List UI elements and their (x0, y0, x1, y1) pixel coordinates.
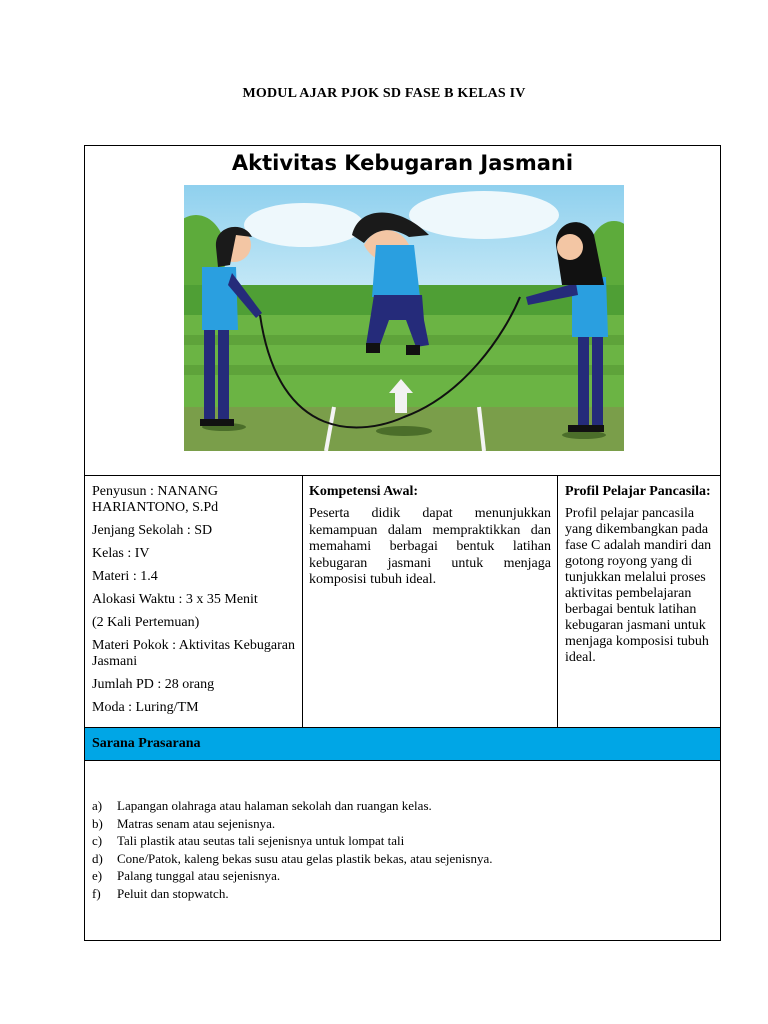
profil-body: Profil pelajar pancasila yang dikembangkan pada fase C adalah mandiri dan gotong royong yang di tunjukkan melalui proses aktivitas pembelajaran berbagai bentuk latihan kebugaran jasmani untuk menjaga komposisi tubuh ideal. (565, 506, 712, 665)
profil-heading: Profil Pelajar Pancasila: (565, 484, 711, 499)
list-marker: b) (92, 815, 103, 831)
info-materi-pokok: Materi Pokok : Aktivitas Kebugaran Jasmani (92, 638, 295, 669)
list-item (92, 885, 492, 903)
info-jenjang: Jenjang Sekolah : SD (92, 523, 213, 538)
row-divider (85, 475, 720, 476)
list-item-text: Tali plastik atau seutas tali sejenisnya untuk lompat tali (117, 833, 405, 849)
field-stripe (184, 335, 624, 345)
info-materi: Materi : 1.4 (92, 569, 158, 584)
list-marker: e) (92, 868, 103, 884)
info-pertemuan: (2 Kali Pertemuan) (92, 615, 200, 630)
list-item (92, 850, 492, 868)
column-divider (557, 475, 558, 727)
info-alokasi-waktu: Alokasi Waktu : 3 x 35 Menit (92, 592, 258, 607)
module-table (84, 145, 721, 941)
kompetensi-heading: Kompetensi Awal: (309, 484, 419, 499)
info-jumlah-pd: Jumlah PD : 28 orang (92, 677, 215, 692)
list-item-text: Lapangan olahraga atau halaman sekolah dan ruangan kelas. (117, 798, 432, 813)
shadow (562, 431, 606, 439)
profil-column (565, 484, 715, 673)
document-header: MODUL AJAR PJOK SD FASE B KELAS IV (242, 86, 526, 101)
sarana-heading: Sarana Prasarana (92, 736, 201, 751)
sarana-list (92, 797, 492, 903)
kompetensi-column (309, 484, 551, 596)
list-item (92, 832, 492, 850)
list-item (92, 815, 492, 833)
list-item-text: Peluit dan stopwatch. (117, 885, 229, 901)
info-moda: Moda : Luring/TM (92, 700, 199, 715)
list-item-text: Palang tunggal atau sejenisnya. (117, 868, 281, 884)
list-marker: c) (92, 833, 103, 849)
list-item (92, 867, 492, 885)
info-penyusun: Penyusun : NANANG HARIANTONO, S.Pd (92, 484, 219, 515)
list-marker: a) (92, 798, 103, 813)
field-stripe (184, 365, 624, 375)
column-divider (302, 475, 303, 727)
shadow (376, 426, 432, 436)
list-marker: d) (92, 850, 103, 866)
module-title: Aktivitas Kebugaran Jasmani (231, 151, 574, 175)
list-item-text: Cone/Patok, kaleng bekas susu atau gelas plastik bekas, atau sejenisnya. (117, 850, 493, 866)
identity-column (92, 484, 297, 723)
jump-rope-illustration (184, 185, 624, 451)
cloud (409, 191, 559, 239)
cloud (244, 203, 364, 247)
list-item (92, 797, 492, 815)
list-marker: f) (92, 885, 101, 901)
kompetensi-body: Peserta didik dapat menunjukkan kemampuan dalam mempraktikkan dan memahami berbagai bentuk latihan kebugaran jasmani untuk menjaga komposisi tubuh ideal. (309, 506, 551, 587)
info-kelas: Kelas : IV (92, 546, 150, 561)
list-item-text: Matras senam atau sejenisnya. (117, 815, 276, 831)
sarana-band (85, 727, 720, 761)
